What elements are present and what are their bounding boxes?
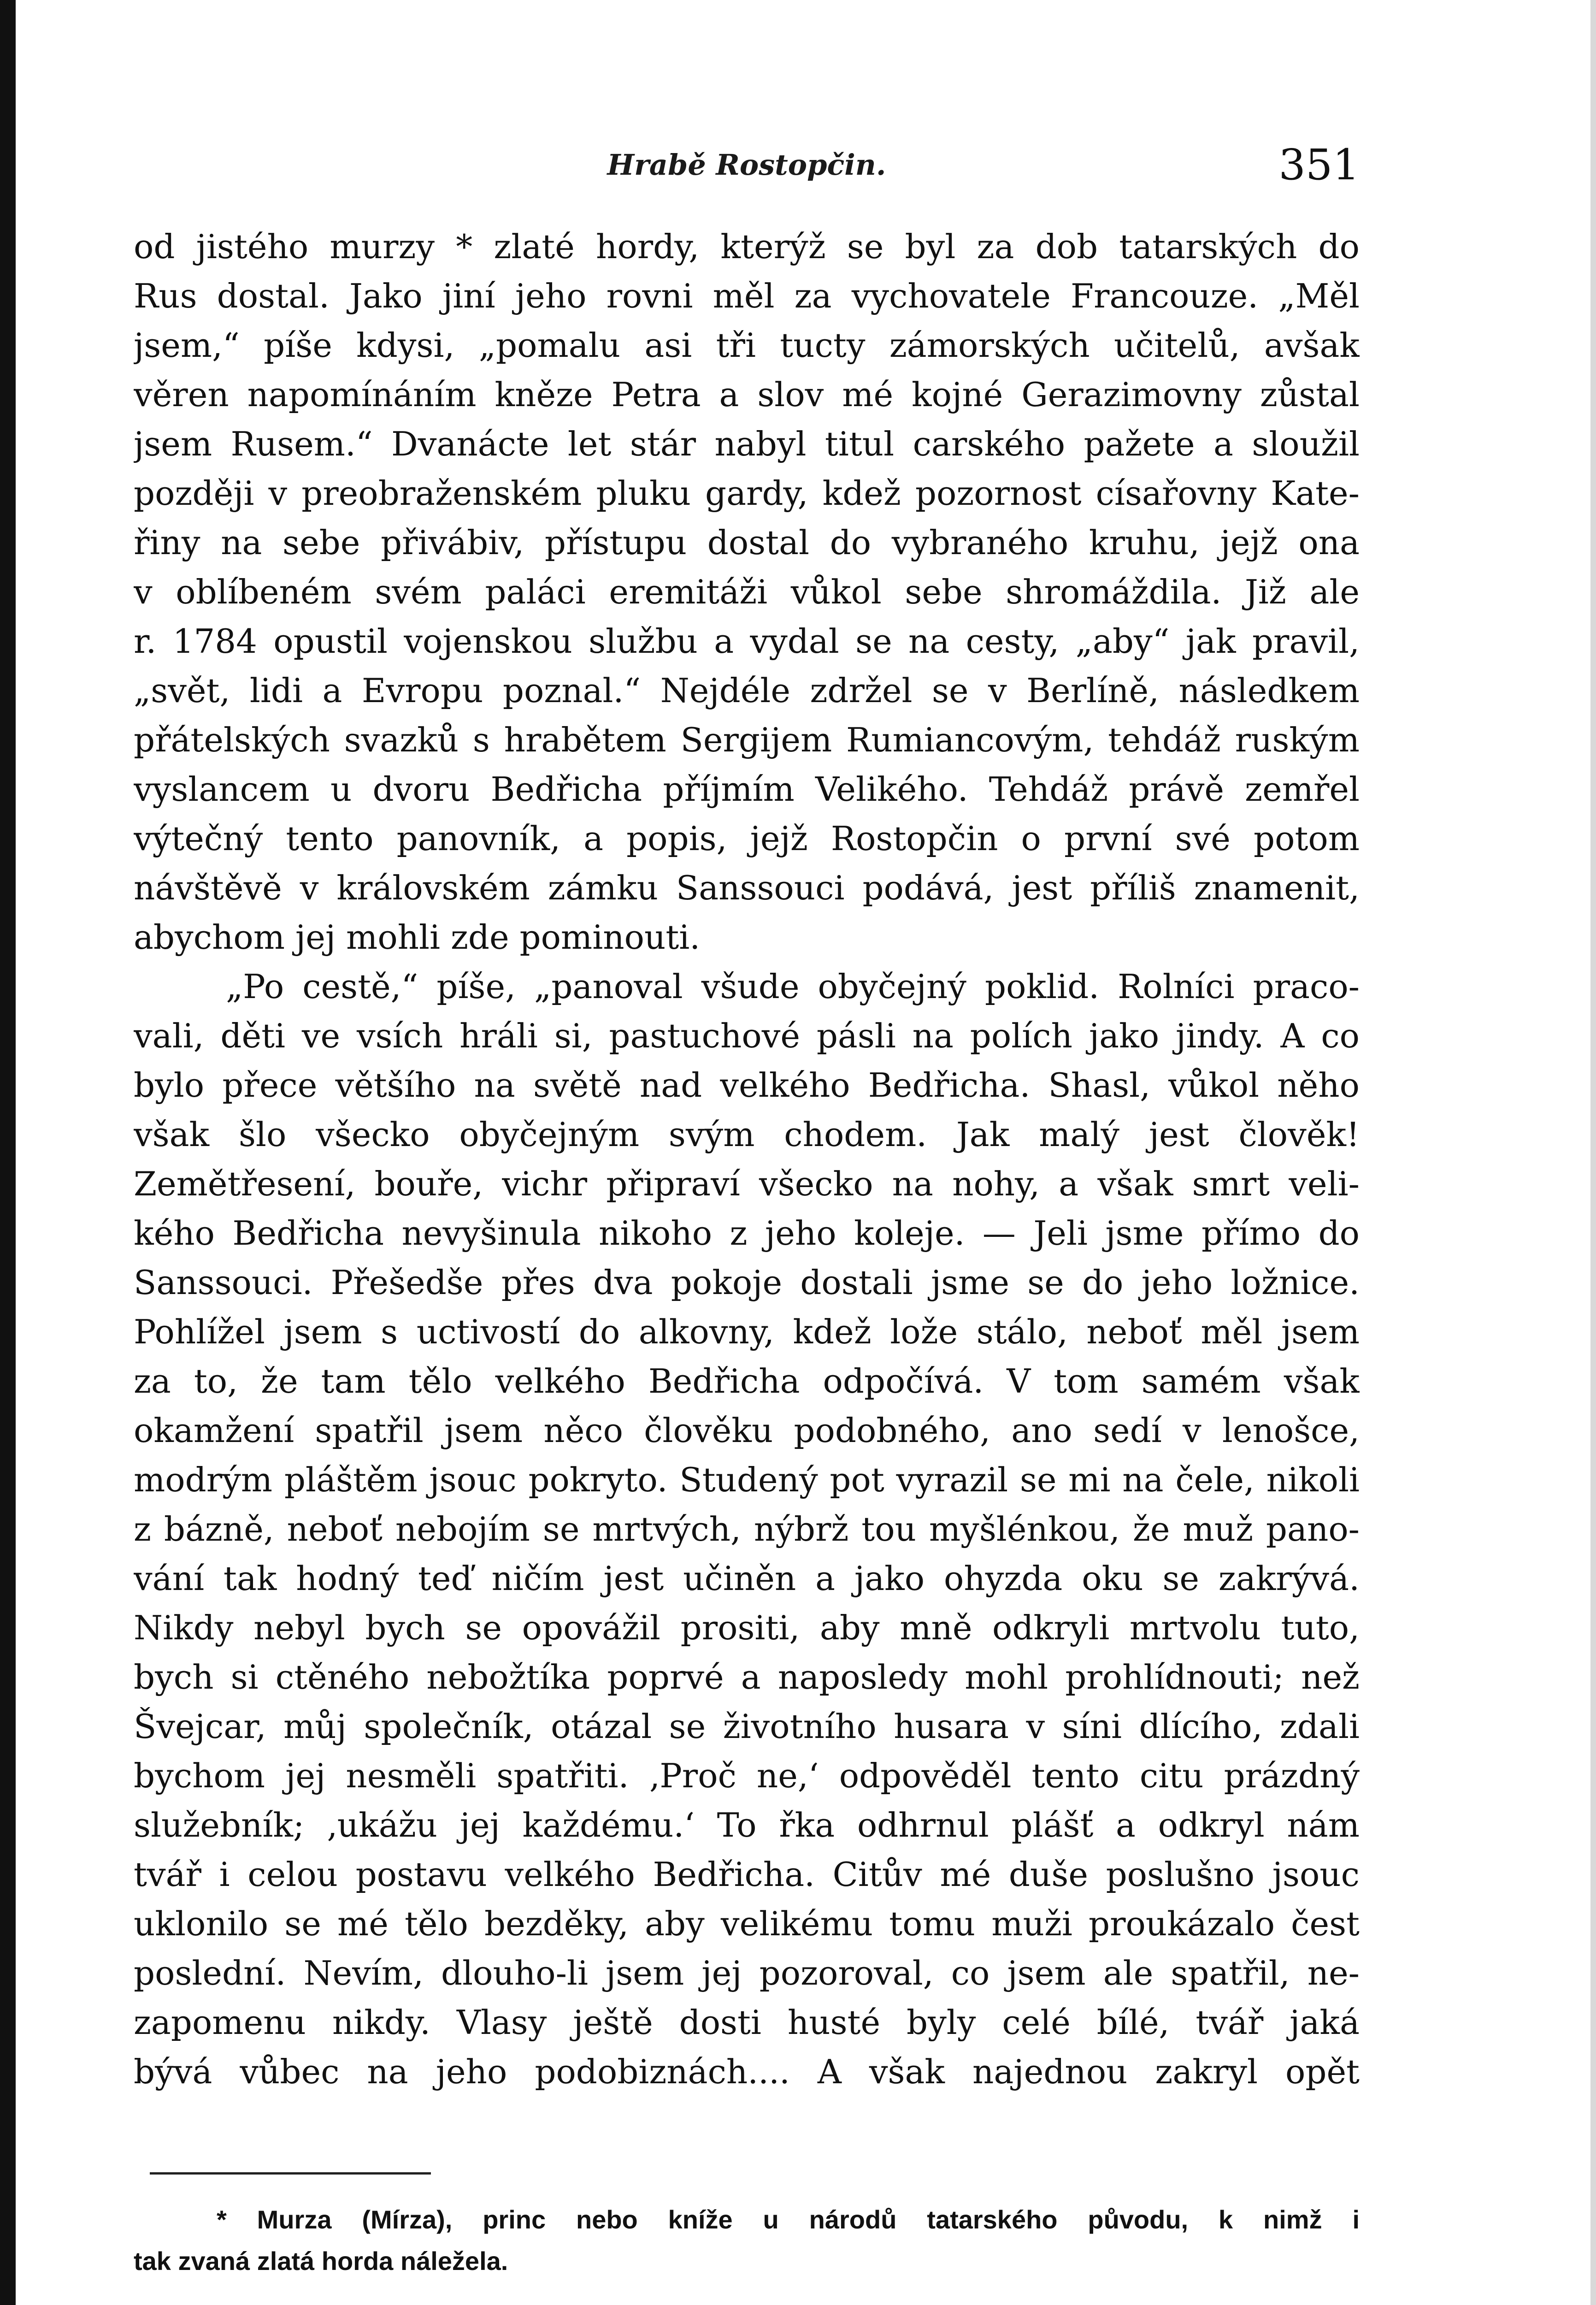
text-line: abychom jej mohli zde pominouti. [134, 918, 701, 957]
text-line: jsem,“ píše kdysi, „pomalu asi tři tucty zámorských učitelů, avšak [134, 326, 1360, 365]
text-line: bývá vůbec na jeho podobiznách.... A však najednou zakryl opět [134, 2052, 1360, 2091]
text-line: však šlo všecko obyčejným svým chodem. Jak malý jest člověk! [134, 1115, 1360, 1154]
body-text [134, 222, 1360, 2097]
text-line: Zemětřesení, bouře, vichr připraví všecko na nohy, a však smrt veli- [134, 1164, 1360, 1203]
text-line: vání tak hodný teď ničím jest učiněn a jako ohyzda oku se zakrývá. [134, 1559, 1360, 1598]
scan-edge-left [0, 0, 16, 2305]
text-line: vyslancem u dvoru Bedřicha příjmím Velikého. Tehdáž právě zemřel [134, 770, 1360, 809]
text-line: uklonilo se mé tělo bezděky, aby velikému tomu muži proukázalo čest [134, 1904, 1360, 1943]
text-line: bylo přece většího na světě nad velkého Bedřicha. Shasl, vůkol něho [134, 1066, 1360, 1105]
text-line: r. 1784 opustil vojenskou službu a vydal se na cesty, „aby“ jak pravil, [134, 622, 1360, 661]
text-line: řiny na sebe přivábiv, přístupu dostal do vybraného kruhu, jejž ona [134, 523, 1360, 562]
text-line: později v preobraženském pluku gardy, kdež pozornost císařovny Kate- [134, 474, 1360, 513]
text-line: kého Bedřicha nevyšinula nikoho z jeho koleje. — Jeli jsme přímo do [134, 1214, 1360, 1253]
text-line: Švejcar, můj společník, otázal se životního husara v síni dlícího, zdali [134, 1707, 1360, 1746]
text-line: Pohlížel jsem s uctivostí do alkovny, kdež lože stálo, neboť měl jsem [134, 1312, 1360, 1351]
text-line: vali, děti ve vsích hráli si, pastuchové pásli na polích jako jindy. A co [134, 1017, 1360, 1055]
text-line: přátelských svazků s hrabětem Sergijem Rumiancovým, tehdáž ruským [134, 721, 1360, 759]
text-line: „Po cestě,“ píše, „panoval všude obyčejný poklid. Rolníci praco- [226, 967, 1360, 1006]
text-line: bychom jej nesměli spatřiti. ‚Proč ne,‘ odpověděl tento citu prázdný [134, 1756, 1360, 1795]
scan-edge-right [1590, 0, 1596, 2305]
text-line: poslední. Nevím, dlouho-li jsem jej pozoroval, co jsem ale spatřil, ne- [134, 1954, 1360, 1992]
text-line: jsem Rusem.“ Dvanácte let stár nabyl titul carského pažete a sloužil [134, 425, 1360, 463]
text-line: Sanssouci. Přešedše přes dva pokoje dostali jsme se do jeho ložnice. [134, 1263, 1360, 1302]
text-line: z bázně, neboť nebojím se mrtvých, nýbrž tou myšlénkou, že muž pano- [134, 1510, 1360, 1548]
footnote-line: tak zvaná zlatá horda náležela. [134, 2246, 508, 2275]
running-title: Hrabě Rostopčin. [607, 148, 886, 182]
text-line: služebník; ‚ukážu jej každému.‘ To řka odhrnul plášť a odkryl nám [134, 1806, 1360, 1844]
footnote-line: * Murza (Mírza), princ nebo kníže u národů tatarského původu, k nimž i [217, 2205, 1360, 2234]
text-line: návštěvě v královském zámku Sanssouci podává, jest příliš znamenit, [134, 869, 1360, 907]
text-line: „svět, lidi a Evropu poznal.“ Nejdéle zdržel se v Berlíně, následkem [134, 671, 1360, 710]
text-line: od jistého murzy * zlaté hordy, kterýž se byl za dob tatarských do [134, 227, 1360, 266]
text-line: okamžení spatřil jsem něco člověku podobného, ano sedí v lenošce, [134, 1411, 1360, 1450]
text-line: v oblíbeném svém paláci eremitáži vůkol sebe shromáždila. Již ale [134, 573, 1360, 611]
text-line: za to, že tam tělo velkého Bedřicha odpočívá. V tom samém však [134, 1362, 1360, 1401]
page-number: 351 [1278, 140, 1360, 189]
text-line: výtečný tento panovník, a popis, jejž Rostopčin o první své potom [134, 819, 1360, 858]
text-line: věren napomínáním kněze Petra a slov mé kojné Gerazimovny zůstal [134, 375, 1360, 414]
text-line: Nikdy nebyl bych se opovážil prositi, aby mně odkryli mrtvolu tuto, [134, 1608, 1360, 1647]
text-line: Rus dostal. Jako jiní jeho rovni měl za vychovatele Francouze. „Měl [134, 277, 1360, 315]
footnote [134, 2199, 1360, 2282]
text-line: tvář i celou postavu velkého Bedřicha. Citův mé duše poslušno jsouc [134, 1855, 1360, 1894]
page-header [134, 138, 1360, 194]
text-line: bych si ctěného nebožtíka poprvé a naposledy mohl prohlídnouti; než [134, 1658, 1360, 1696]
footnote-divider [150, 2172, 431, 2175]
text-line: zapomenu nikdy. Vlasy ještě dosti husté byly celé bílé, tvář jaká [134, 2003, 1360, 2042]
text-line: modrým pláštěm jsouc pokryto. Studený pot vyrazil se mi na čele, nikoli [134, 1460, 1360, 1499]
